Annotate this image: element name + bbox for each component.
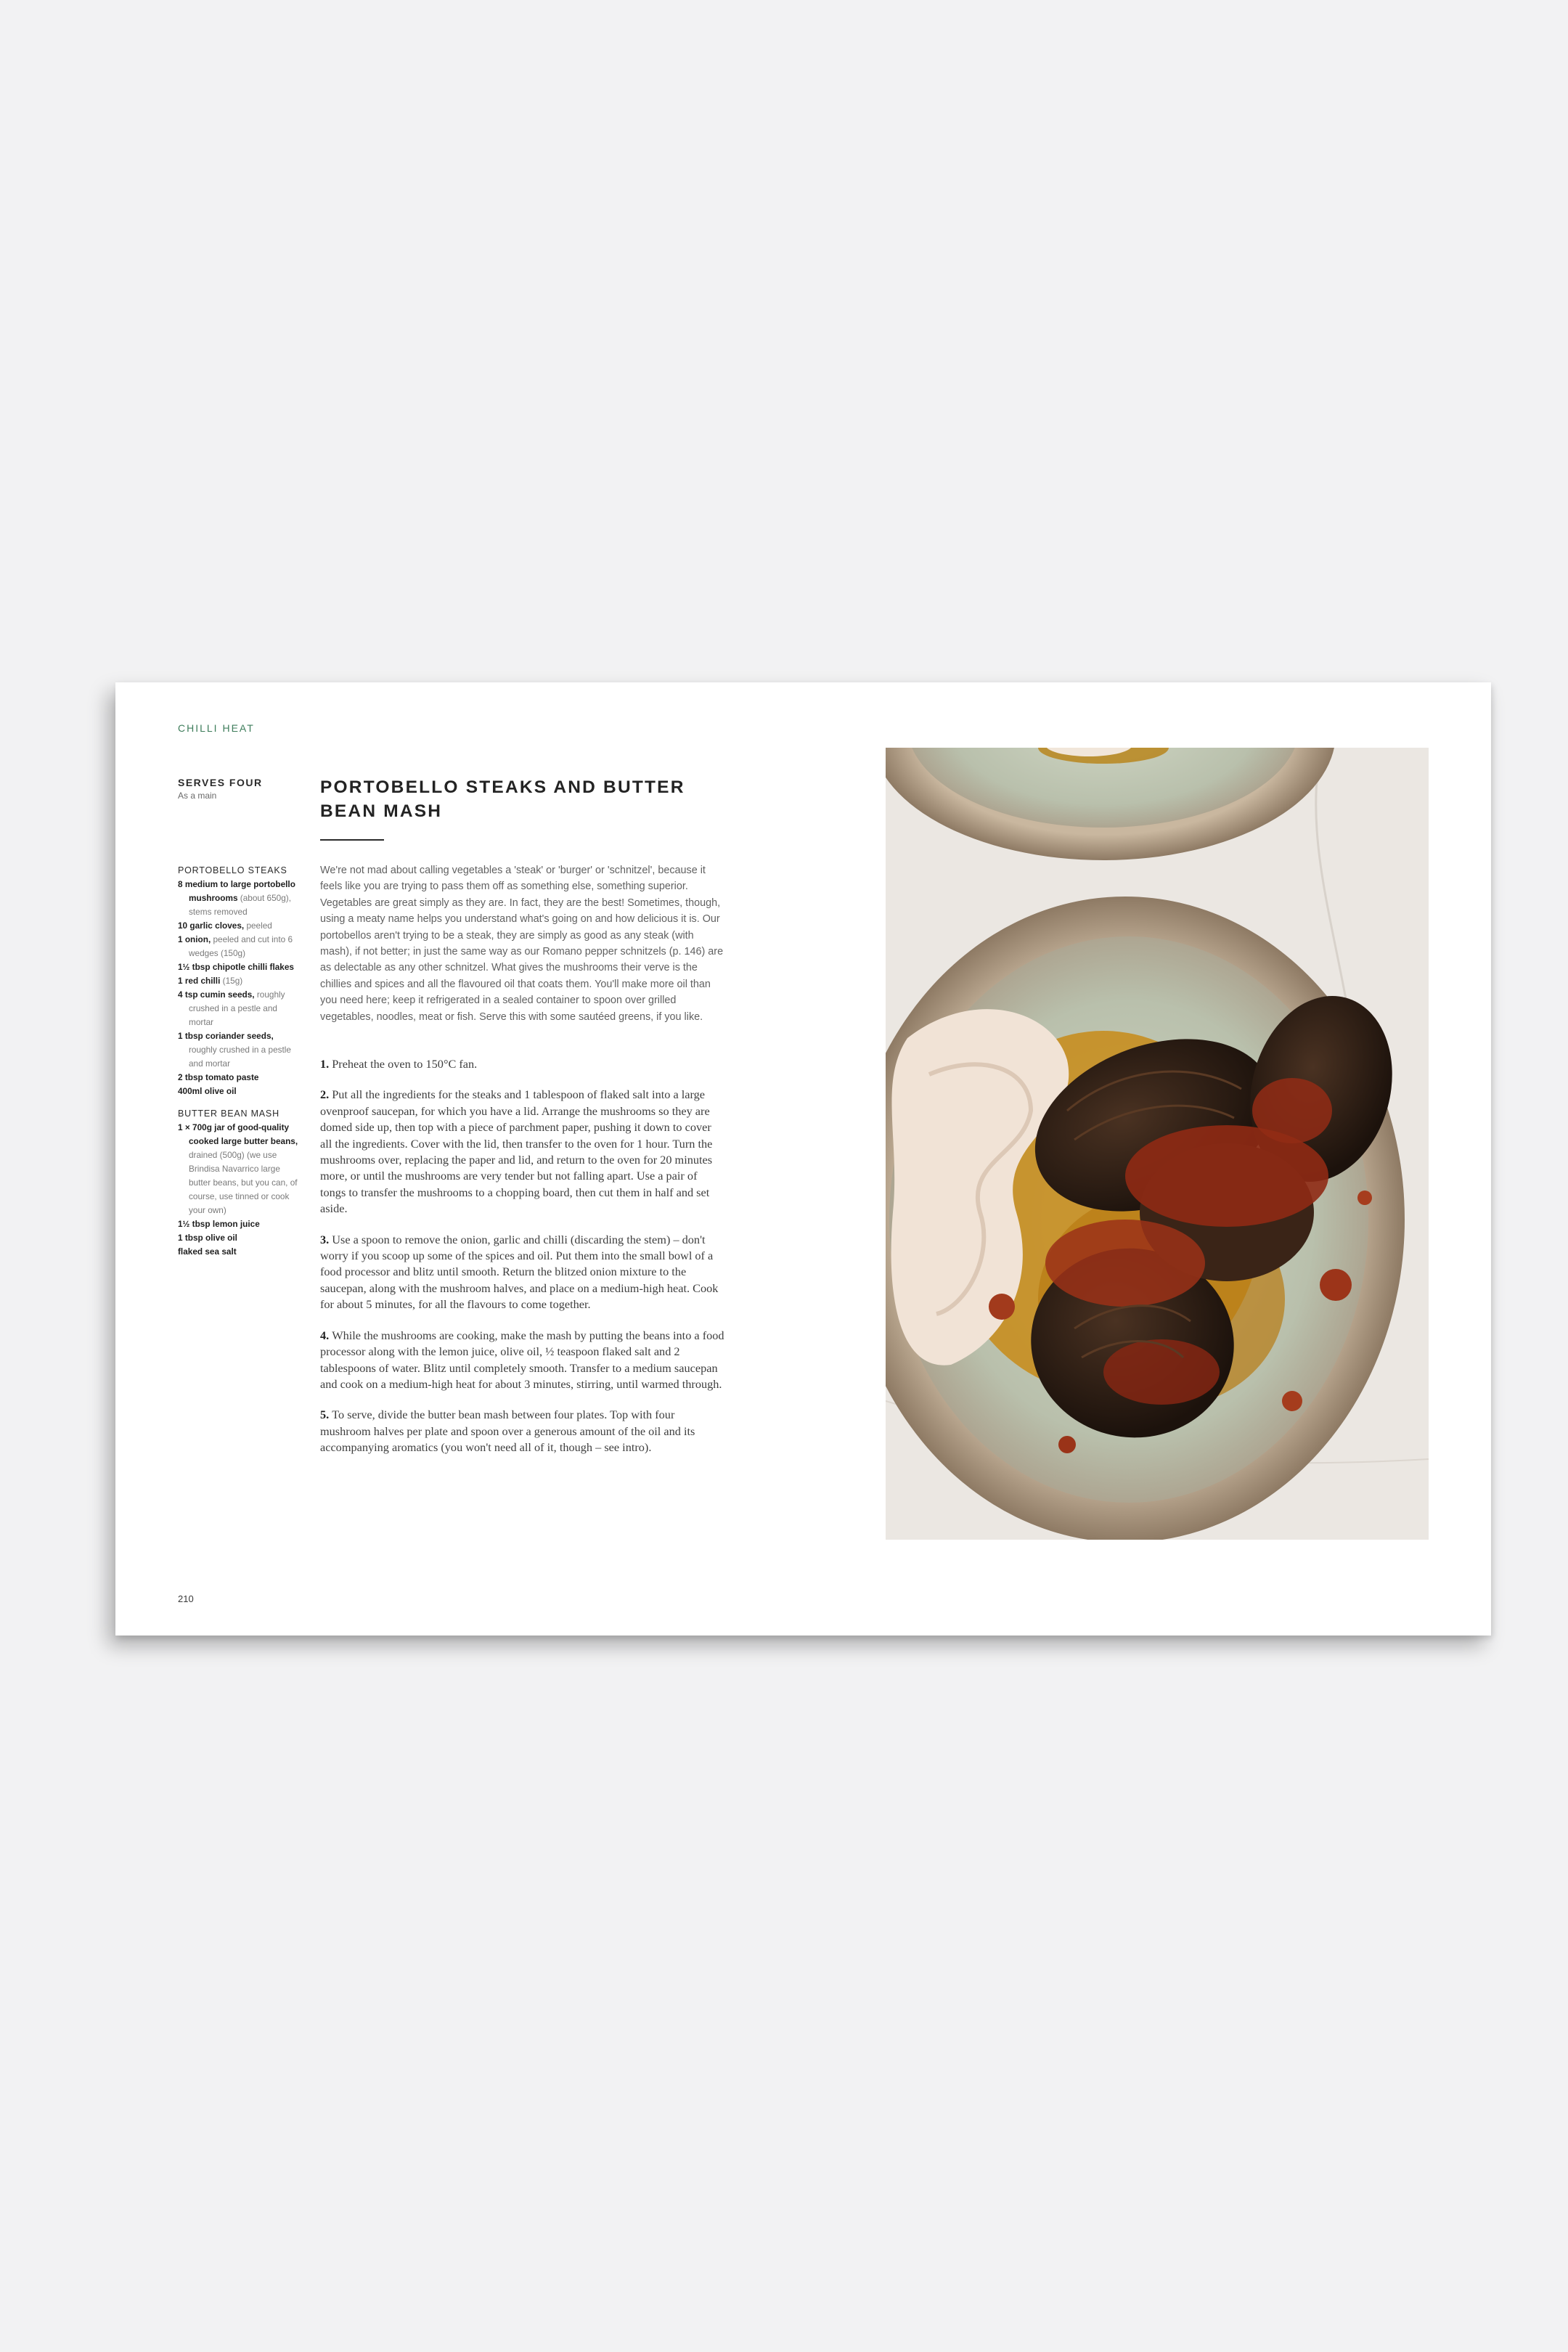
ingredient-group-heading: BUTTER BEAN MASH [178,1108,279,1119]
ingredient-group-heading: PORTOBELLO STEAKS [178,865,287,875]
ingredient-item: 1½ tbsp chipotle chilli flakes [178,962,294,972]
serves-block [178,777,309,801]
ingredient-item: 1 × 700g jar of good-quality cooked large butter beans, drained (500g) (we use Brindisa Navarrico large butter beans, but you can, of course, use tinned or cook your own) [178,1122,298,1215]
method-steps [320,1056,725,1471]
ingredient-item: 1 red chilli (15g) [178,976,243,986]
recipe-title: PORTOBELLO STEAKS AND BUTTER BEAN MASH [320,777,685,821]
method-step: 2. Put all the ingredients for the steaks and 1 tablespoon of flaked salt into a large ovenproof saucepan, for which you have a lid. Arrange the mushrooms so they are domed side up, then top with a piece of parchment paper, pushing it down to cover all the ingredients. Cover with the lid, then transfer to the oven for 1 hour. Turn the mushrooms over, replacing the paper and lid, and return to the oven for 20 minutes more, or until the mushrooms are very tender but not falling apart. Use a pair of tongs to transfer the mushrooms to a chopping board, then cut them in half and set aside. [320,1087,713,1216]
ingredient-item: 1 tbsp coriander seeds, roughly crushed in a pestle and mortar [178,1031,291,1069]
ingredient-item: 1 tbsp olive oil [178,1233,237,1243]
book-spread [115,682,1491,1636]
serves-subtitle: As a main [178,791,217,801]
ingredient-item: flaked sea salt [178,1246,237,1257]
page-number: 210 [178,1593,194,1604]
ingredient-item: 4 tsp cumin seeds, roughly crushed in a pestle and mortar [178,989,285,1027]
method-step: 4. While the mushrooms are cooking, make the mash by putting the beans into a food processor along with the lemon juice, olive oil, ½ teaspoon flaked salt and 2 tablespoons of water. Blitz until completely smooth. Transfer to a medium saucepan and cook on a medium-high heat for about 3 minutes, stirring, until warmed through. [320,1328,724,1391]
method-step: 3. Use a spoon to remove the onion, garlic and chilli (discarding the stem) – don't worry if you scoop up some of the spices and oil. Put them into the small bowl of a food processor and blitz until smooth. Return the blitzed onion mixture to the saucepan, along with the mushroom halves, and place on a medium-high heat. Cook for about 5 minutes, for all the flavours to come together. [320,1232,719,1312]
section-label: CHILLI HEAT [178,722,255,734]
title-divider [320,839,384,841]
serves-title: SERVES FOUR [178,777,263,788]
food-photo [886,748,1429,1540]
ingredient-group-mash [178,1107,303,1259]
ingredient-item: 10 garlic cloves, peeled [178,920,272,931]
ingredient-item: 1 onion, peeled and cut into 6 wedges (150g) [178,934,293,958]
food-photo-illustration [886,748,1429,1540]
ingredient-item: 8 medium to large portobello mushrooms (about 650g), stems removed [178,879,295,917]
method-step: 5. To serve, divide the butter bean mash between four plates. Top with four mushroom halves per plate and spoon over a generous amount of the oil and its accompanying aromatics (you won't need all of it, though – see intro). [320,1408,695,1455]
ingredient-group-portobello [178,864,303,1098]
ingredients-column [178,864,303,1267]
method-step: 1. Preheat the oven to 150°C fan. [320,1057,478,1071]
ingredient-item: 400ml olive oil [178,1086,237,1096]
ingredient-item: 2 tbsp tomato paste [178,1072,259,1082]
recipe-intro: We're not mad about calling vegetables a 'steak' or 'burger' or 'schnitzel', because it feels like you are trying to pass them off as something else, something superior. Vegetables are great simply as they are. In fact, they are the best! Sometimes, though, using a meaty name helps you understand what's going on and how delicious it is. Our portobellos aren't trying to be a steak, they are simply as good as any steak (with mash), if not better; in just the same way as our Romano pepper schnitzels (p. 146) are as delectable as any other schnitzel. What gives the mushrooms their verve is the chillies and spices and all the flavoured oil that coats them. You'll make more oil than you need here; keep it refrigerated in a sealed container to spoon over grilled vegetables, noodles, meat or fish. Serve this with some sautéed greens, if you like. [320,865,724,1023]
ingredient-item: 1½ tbsp lemon juice [178,1219,260,1229]
